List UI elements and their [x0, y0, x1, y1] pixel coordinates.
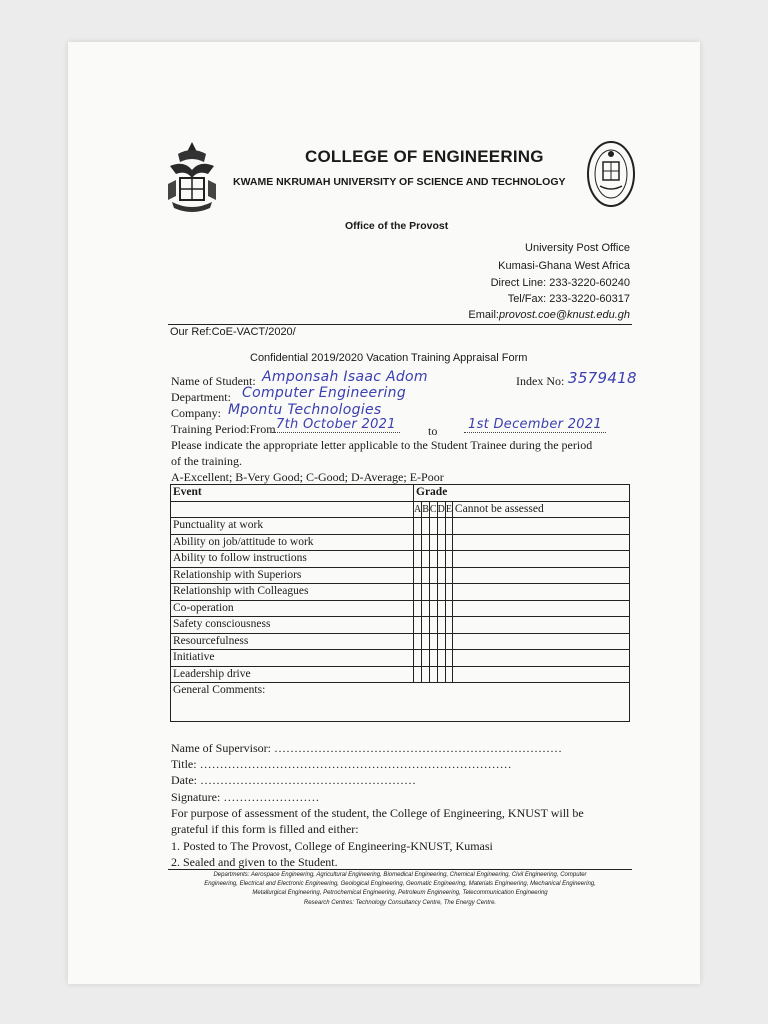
appraisal-table [170, 484, 630, 722]
grade-cell-c[interactable] [429, 567, 437, 584]
grade-cell-d[interactable] [437, 584, 445, 601]
signature-field[interactable]: Signature: …………………… [171, 790, 320, 804]
cannot-be-assessed-cell[interactable] [452, 633, 629, 650]
general-comments-row [171, 683, 630, 722]
table-row [171, 534, 630, 551]
index-label: Index No: [516, 374, 565, 388]
grade-letter-b: B [422, 501, 430, 518]
grade-cell-d[interactable] [437, 518, 445, 535]
option-1: 1. Posted to The Provost, College of Engineering-KNUST, Kumasi [171, 839, 493, 853]
index-value: 3579418 [568, 369, 637, 387]
event-label: Ability to follow instructions [171, 551, 414, 568]
supervisor-title-field[interactable]: Title: …………………………………………………………………… [171, 757, 512, 771]
event-label: Co-operation [171, 600, 414, 617]
grade-letter-e: E [445, 501, 452, 518]
company-value: Mpontu Technologies [228, 402, 382, 418]
grade-cell-e[interactable] [445, 617, 452, 634]
grade-cell-b[interactable] [422, 567, 430, 584]
cannot-be-assessed-cell[interactable] [452, 666, 629, 683]
grade-cell-e[interactable] [445, 633, 452, 650]
grade-cell-c[interactable] [429, 600, 437, 617]
grade-cell-d[interactable] [437, 534, 445, 551]
event-label: Initiative [171, 650, 414, 667]
table-row [171, 567, 630, 584]
period-from-value: 7th October 2021 [272, 417, 400, 433]
student-name-value: Amponsah Isaac Adom [262, 369, 428, 385]
table-row [171, 584, 630, 601]
cannot-be-assessed-cell[interactable] [452, 650, 629, 667]
grade-letter-d: D [437, 501, 445, 518]
table-header-row [171, 485, 630, 502]
table-row [171, 633, 630, 650]
event-label: Safety consciousness [171, 617, 414, 634]
research-centres: Research Centres: Technology Consultancy Centre, The Energy Centre. [303, 900, 497, 906]
grade-cell-d[interactable] [437, 650, 445, 667]
letters-row [171, 501, 630, 518]
address-line-4: Tel/Fax: 233-3220-60317 [507, 293, 630, 305]
period-label: Training Period:From [171, 422, 276, 436]
university-name: KWAME NKRUMAH UNIVERSITY OF SCIENCE AND TECHNOLOGY [233, 176, 566, 188]
grade-scale: A-Excellent; B-Very Good; C-Good; D-Average; E-Poor [171, 470, 444, 484]
grade-cell-d[interactable] [437, 567, 445, 584]
grade-cell-b[interactable] [422, 600, 430, 617]
grade-cell-a[interactable] [414, 567, 422, 584]
cannot-be-assessed-cell[interactable] [452, 567, 629, 584]
departments-line-2: Engineering, Electrical and Electronic Engineering, Geological Engineering, Geomatic Engineering, Materials Engineering, Mechanical Engineering, [204, 881, 596, 887]
table-row [171, 666, 630, 683]
grade-cell-a[interactable] [414, 633, 422, 650]
address-line-1: University Post Office [525, 242, 630, 254]
grade-cell-a[interactable] [414, 650, 422, 667]
college-seal-icon [586, 140, 636, 208]
grade-cell-c[interactable] [429, 633, 437, 650]
grade-cell-a[interactable] [414, 617, 422, 634]
office-title: Office of the Provost [345, 220, 449, 232]
supervisor-name-field[interactable]: Name of Supervisor: ……………………………………………………………… [171, 741, 562, 755]
grade-cell-a[interactable] [414, 534, 422, 551]
address-email [468, 309, 630, 321]
address-line-3: Direct Line: 233-3220-60240 [490, 277, 630, 289]
cannot-be-assessed-header: Cannot be assessed [452, 501, 629, 518]
grade-cell-b[interactable] [422, 617, 430, 634]
grade-cell-e[interactable] [445, 600, 452, 617]
grade-cell-e[interactable] [445, 551, 452, 568]
departments-line-1: Departments: Aerospace Engineering, Agricultural Engineering, Biomedical Engineering, Chemical Engineering, Civil Engineering, Computer [213, 872, 587, 878]
table-row [171, 518, 630, 535]
email-label: Email: [468, 309, 499, 321]
grade-cell-d[interactable] [437, 600, 445, 617]
grade-cell-c[interactable] [429, 534, 437, 551]
table-row [171, 551, 630, 568]
address-line-2: Kumasi-Ghana West Africa [498, 260, 630, 272]
grade-cell-e[interactable] [445, 518, 452, 535]
table-row [171, 650, 630, 667]
table-row [171, 617, 630, 634]
purpose-line-1: For purpose of assessment of the student, the College of Engineering, KNUST will be [171, 806, 584, 820]
email-value: provost.coe@knust.edu.gh [498, 309, 630, 321]
footer-rule [168, 869, 632, 870]
event-label: Resourcefulness [171, 633, 414, 650]
grade-cell-a[interactable] [414, 551, 422, 568]
grade-cell-c[interactable] [429, 518, 437, 535]
cannot-be-assessed-cell[interactable] [452, 584, 629, 601]
grade-header: Grade [414, 485, 630, 502]
grade-cell-a[interactable] [414, 666, 422, 683]
grade-cell-b[interactable] [422, 551, 430, 568]
grade-cell-b[interactable] [422, 650, 430, 667]
departments-line-3: Metallurgical Engineering, Petrochemical Engineering, Petroleum Engineering, Telecommunication Engineering [252, 890, 548, 896]
grade-cell-c[interactable] [429, 584, 437, 601]
period-to-value: 1st December 2021 [464, 417, 606, 433]
grade-cell-d[interactable] [437, 551, 445, 568]
grade-cell-b[interactable] [422, 518, 430, 535]
form-title: Confidential 2019/2020 Vacation Training Appraisal Form [250, 352, 528, 364]
period-to-label: to [428, 424, 438, 438]
grade-cell-d[interactable] [437, 617, 445, 634]
cannot-be-assessed-cell[interactable] [452, 600, 629, 617]
event-label: Relationship with Colleagues [171, 584, 414, 601]
grade-cell-a[interactable] [414, 518, 422, 535]
option-2: 2. Sealed and given to the Student. [171, 855, 338, 869]
grade-cell-b[interactable] [422, 633, 430, 650]
grade-cell-a[interactable] [414, 584, 422, 601]
event-header: Event [171, 485, 414, 502]
grade-cell-a[interactable] [414, 600, 422, 617]
reference-number: Our Ref:CoE-VACT/2020/ [170, 326, 296, 338]
grade-cell-e[interactable] [445, 650, 452, 667]
table-row [171, 600, 630, 617]
department-label: Department: [171, 390, 231, 404]
cannot-be-assessed-cell[interactable] [452, 518, 629, 535]
grade-cell-e[interactable] [445, 584, 452, 601]
grade-cell-e[interactable] [445, 666, 452, 683]
event-label: Ability on job/attitude to work [171, 534, 414, 551]
instruction-line-2: of the training. [171, 454, 242, 468]
grade-cell-b[interactable] [422, 666, 430, 683]
knust-crest-icon [164, 140, 220, 220]
department-value: Computer Engineering [242, 385, 407, 401]
student-name-label: Name of Student: [171, 374, 256, 388]
grade-cell-c[interactable] [429, 650, 437, 667]
grade-cell-d[interactable] [437, 666, 445, 683]
instruction-line-1: Please indicate the appropriate letter applicable to the Student Trainee during the period [171, 438, 593, 452]
cannot-be-assessed-cell[interactable] [452, 551, 629, 568]
event-label: Leadership drive [171, 666, 414, 683]
purpose-line-2: grateful if this form is filled and either: [171, 822, 359, 836]
grade-letter-c: C [429, 501, 437, 518]
grade-cell-b[interactable] [422, 534, 430, 551]
event-label: Relationship with Superiors [171, 567, 414, 584]
grade-letter-a: A [414, 501, 422, 518]
grade-cell-b[interactable] [422, 584, 430, 601]
college-title: COLLEGE OF ENGINEERING [305, 147, 544, 166]
company-label: Company: [171, 406, 221, 420]
grade-cell-e[interactable] [445, 534, 452, 551]
date-field[interactable]: Date: ……………………………………………… [171, 773, 416, 787]
grade-cell-c[interactable] [429, 666, 437, 683]
grade-cell-d[interactable] [437, 633, 445, 650]
general-comments-label[interactable]: General Comments: [171, 683, 630, 722]
cannot-be-assessed-cell[interactable] [452, 617, 629, 634]
grade-cell-c[interactable] [429, 617, 437, 634]
header-rule [168, 324, 632, 325]
cannot-be-assessed-cell[interactable] [452, 534, 629, 551]
grade-cell-e[interactable] [445, 567, 452, 584]
event-label: Punctuality at work [171, 518, 414, 535]
grade-cell-c[interactable] [429, 551, 437, 568]
